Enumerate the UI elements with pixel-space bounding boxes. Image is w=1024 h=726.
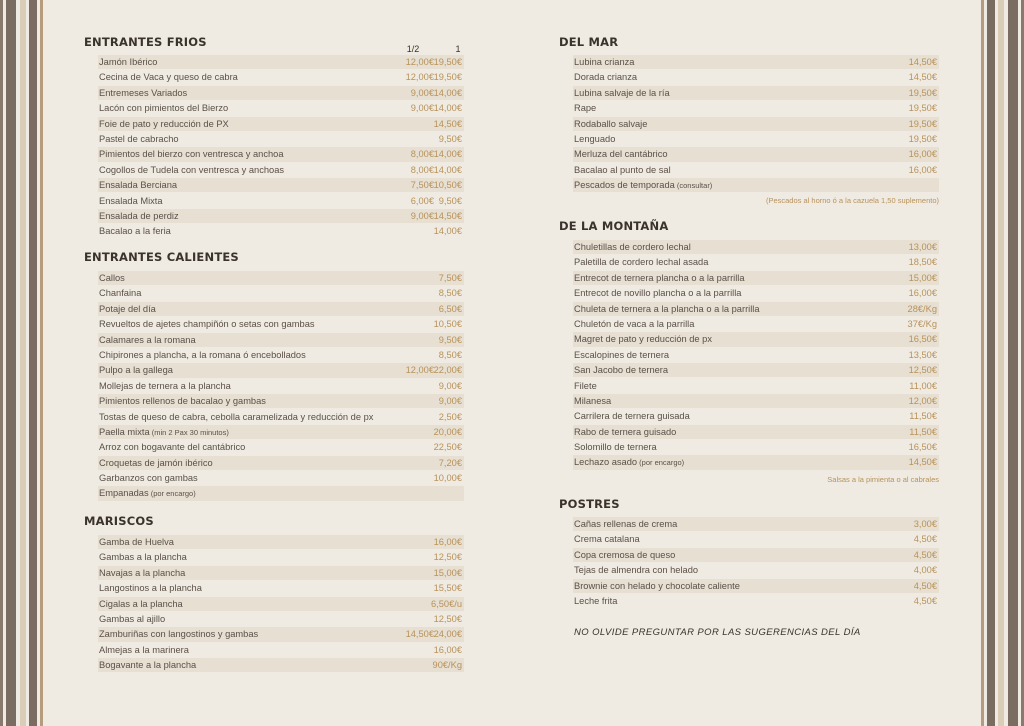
dish-price: 14,50€ — [908, 72, 937, 83]
dish-name: Cogollos de Tudela con ventresca y anchoas — [99, 164, 285, 175]
menu-item — [573, 286, 939, 300]
dish-name: Paletilla de cordero lechal asada — [574, 257, 709, 268]
dish-price: 19,50€ — [908, 87, 937, 98]
dish-name: Lubina crianza — [574, 57, 635, 67]
daily-suggestions-note: NO OLVIDE PREGUNTAR POR LAS SUGERENCIAS DEL DÍA — [574, 627, 861, 638]
dish-price: 7,50€ — [438, 273, 462, 283]
menu-item — [573, 548, 939, 562]
dish-price: 22,50€ — [433, 442, 462, 453]
dish-list — [573, 517, 939, 609]
dish-name: Pimientos del bierzo con ventresca y anchoa — [99, 149, 284, 160]
menu-item — [573, 532, 939, 546]
dish-name: Bogavante a la plancha — [99, 660, 197, 671]
dish-price: 20,00€ — [433, 426, 462, 437]
dish-price: 11,00€ — [909, 380, 937, 391]
dish-name: Brownie con helado y chocolate caliente — [574, 580, 740, 591]
dish-price: 16,00€ — [908, 288, 937, 299]
menu-item — [573, 594, 939, 608]
menu-item — [573, 563, 939, 577]
menu-item — [98, 379, 464, 393]
dish-price: 16,50€ — [908, 334, 937, 345]
menu-item — [573, 178, 939, 192]
dish-price: 14,00€ — [433, 103, 462, 114]
dish-name: Cecina de Vaca y queso de cabra — [99, 72, 238, 83]
menu-item — [98, 286, 464, 300]
dish-name: Filete — [574, 380, 597, 391]
dish-price: 13,00€ — [908, 242, 937, 252]
dish-name: Foie de pato y reducción de PX — [99, 118, 229, 129]
half-portion-price: 8,00€ — [410, 149, 434, 160]
dish-name: Copa cremosa de queso — [574, 549, 676, 560]
half-portion-price: 9,00€ — [410, 87, 434, 98]
dish-price: 9,00€ — [438, 396, 462, 407]
dish-name: Garbanzos con gambas — [99, 473, 198, 484]
menu-item — [573, 132, 939, 146]
dish-price: 2,50€ — [438, 411, 462, 422]
dish-price: 15,50€ — [433, 583, 462, 594]
section-title: MARISCOS — [84, 514, 154, 528]
dish-price: 4,50€ — [913, 549, 937, 560]
dish-price: 4,00€ — [913, 565, 937, 576]
half-portion-price: 12,00€ — [405, 57, 434, 67]
menu-item — [573, 101, 939, 115]
dish-list — [98, 55, 464, 240]
menu-item — [98, 317, 464, 331]
dish-price: 19,50€ — [908, 103, 937, 114]
del-mar-footnote: (Pescados al horno ó a la cazuela 1,50 suplemento) — [765, 196, 939, 205]
dish-name: Entrecot de ternera plancha o a la parrilla — [574, 272, 745, 283]
menu-item — [573, 302, 939, 316]
dish-name — [99, 486, 196, 501]
menu-item — [98, 627, 464, 641]
menu-item — [98, 224, 464, 238]
dish-price: 14,50€ — [433, 210, 462, 221]
dish-price: 8,50€ — [438, 349, 462, 360]
dish-name: Chuleta de ternera a la plancha o a la parrilla — [574, 303, 760, 314]
dish-name: Lacón con pimientos del Bierzo — [99, 103, 229, 114]
section-title: ENTRANTES FRIOS — [84, 35, 207, 49]
section-del-mar — [559, 34, 939, 205]
dish-note: (min 2 Pax 30 minutos) — [149, 427, 229, 437]
dish-price: 16,00€ — [908, 149, 937, 160]
full-portion-header: 1 — [455, 44, 461, 54]
dish-name-text: Paella mixta — [99, 426, 150, 437]
stripe — [6, 0, 16, 726]
dish-name: Pastel de cabracho — [99, 133, 179, 144]
stripe — [987, 0, 995, 726]
dish-name: Rape — [574, 103, 597, 114]
dish-price: 4,50€ — [913, 595, 937, 606]
menu-item — [98, 55, 464, 69]
menu-item — [573, 348, 939, 362]
dish-name: Chuletón de vaca a la parrilla — [574, 318, 695, 329]
dish-price: 9,00€ — [438, 380, 462, 391]
menu-item — [98, 363, 464, 377]
section-entrantes-frios — [84, 34, 464, 237]
dish-name: Entrecot de novillo plancha o a la parrilla — [574, 288, 742, 299]
stripe — [29, 0, 37, 726]
dish-name: Chuletillas de cordero lechal — [574, 242, 691, 252]
half-portion-header: 1/2 — [406, 44, 420, 54]
half-portion-price: 9,00€ — [410, 103, 434, 114]
dish-price: 10,50€ — [433, 319, 462, 330]
dish-name: Leche frita — [574, 595, 618, 606]
dish-name: Cigalas a la plancha — [99, 598, 183, 609]
stripe — [40, 0, 43, 726]
dish-name: Gamba de Huelva — [99, 537, 174, 547]
dish-name: Bacalao al punto de sal — [574, 164, 671, 175]
menu-item — [573, 379, 939, 393]
dish-note: (por encargo) — [148, 489, 196, 499]
menu-item — [98, 163, 464, 177]
dish-name: Pimientos rellenos de bacalao y gambas — [99, 396, 266, 407]
dish-price: 22,00€ — [433, 365, 462, 376]
dish-name: Chipirones a plancha, a la romana ó encebollados — [99, 349, 306, 360]
menu-item — [573, 409, 939, 423]
menu-item — [573, 363, 939, 377]
dish-price: 37€/Kg — [907, 318, 937, 329]
dish-price: 4,50€ — [913, 580, 937, 591]
dish-price: 6,50€ — [438, 303, 462, 314]
stripe — [981, 0, 984, 726]
stripe — [1008, 0, 1018, 726]
dish-price: 12,50€ — [433, 552, 462, 563]
menu-item — [98, 70, 464, 84]
half-portion-price: 9,00€ — [410, 210, 434, 221]
dish-name: Ensalada de perdiz — [99, 210, 179, 221]
dish-name: Rabo de ternera guisado — [574, 426, 677, 437]
dish-name: Arroz con bogavante del cantábrico — [99, 442, 246, 453]
menu-item — [98, 410, 464, 424]
menu-item — [98, 456, 464, 470]
dish-price: 15,00€ — [908, 272, 937, 283]
menu-item — [98, 147, 464, 161]
menu-item — [98, 566, 464, 580]
menu-item — [573, 255, 939, 269]
dish-name: Lubina salvaje de la ría — [574, 87, 670, 98]
menu-item — [98, 486, 464, 500]
dish-name: Mollejas de ternera a la plancha — [99, 380, 231, 391]
dish-name: Magret de pato y reducción de px — [574, 334, 712, 345]
menu-item — [98, 394, 464, 408]
dish-name: Gambas al ajillo — [99, 613, 166, 624]
dish-price: 28€/Kg — [907, 303, 937, 314]
menu-item — [98, 348, 464, 362]
dish-name: Revueltos de ajetes champiñón o setas con gambas — [99, 319, 315, 330]
dish-name: Calamares a la romana — [99, 334, 196, 345]
dish-name: Milanesa — [574, 395, 612, 406]
dish-price: 19,50€ — [433, 72, 462, 83]
dish-price: 19,50€ — [908, 118, 937, 129]
dish-name: Gambas a la plancha — [99, 552, 187, 563]
dish-name: Callos — [99, 273, 125, 283]
dish-name-text: Lechazo asado — [574, 457, 638, 468]
dish-price: 9,50€ — [438, 195, 462, 206]
menu-item — [573, 240, 939, 254]
half-portion-price: 8,00€ — [410, 164, 434, 175]
dish-price: 9,50€ — [438, 133, 462, 144]
section-mariscos — [84, 513, 464, 671]
half-portion-price: 14,50€ — [405, 629, 434, 640]
menu-item — [573, 317, 939, 331]
dish-price: 14,00€ — [433, 164, 462, 175]
dish-price: 19,50€ — [433, 57, 462, 67]
dish-name: Ensalada Berciana — [99, 180, 178, 191]
menu-item — [98, 471, 464, 485]
dish-price: 9,50€ — [438, 334, 462, 345]
dish-price: 14,00€ — [433, 226, 462, 237]
dish-name: Merluza del cantábrico — [574, 149, 668, 160]
dish-name: Almejas a la marinera — [99, 644, 189, 655]
dish-name: Pulpo a la gallega — [99, 365, 173, 376]
half-portion-price: 12,00€ — [405, 72, 434, 83]
dish-price: 13,50€ — [908, 349, 937, 360]
menu-item — [98, 658, 464, 672]
dish-name: San Jacobo de ternera — [574, 365, 669, 376]
dish-price: 10,00€ — [433, 473, 462, 484]
menu-item — [573, 517, 939, 531]
dish-name — [574, 178, 712, 193]
menu-item — [573, 440, 939, 454]
dish-list — [573, 55, 939, 194]
dish-price: 12,50€ — [433, 613, 462, 624]
dish-name: Navajas a la plancha — [99, 567, 186, 578]
dish-list — [573, 240, 939, 471]
dish-name: Langostinos a la plancha — [99, 583, 202, 594]
menu-item — [98, 194, 464, 208]
section-postres — [559, 496, 939, 606]
menu-item — [98, 132, 464, 146]
menu-item — [98, 440, 464, 454]
section-entrantes-calientes — [84, 249, 464, 499]
stripe — [998, 0, 1004, 726]
dish-price: 11,50€ — [909, 411, 937, 422]
dish-name: Entremeses Variados — [99, 87, 188, 98]
menu-item — [573, 117, 939, 131]
dish-price: 14,50€ — [908, 457, 937, 468]
dish-name: Rodaballo salvaje — [574, 118, 648, 129]
dish-name: Escalopines de ternera — [574, 349, 670, 360]
dish-price: 18,50€ — [908, 257, 937, 268]
menu-item — [98, 271, 464, 285]
menu-item — [573, 147, 939, 161]
dish-name: Ensalada Mixta — [99, 195, 163, 206]
dish-note: (consultar) — [674, 181, 713, 191]
section-title: DEL MAR — [559, 35, 619, 49]
menu-item — [98, 302, 464, 316]
menu-item — [98, 333, 464, 347]
menu-item — [98, 86, 464, 100]
menu-item — [98, 178, 464, 192]
dish-name — [99, 425, 229, 440]
dish-name: Tejas de almendra con helado — [574, 565, 699, 576]
dish-price: 16,00€ — [433, 537, 462, 547]
menu-item — [98, 209, 464, 223]
dish-list — [98, 271, 464, 502]
dish-price: 24,00€ — [433, 629, 462, 640]
dish-price: 12,00€ — [908, 395, 937, 406]
menu-item — [98, 612, 464, 626]
dish-price: 16,50€ — [908, 442, 937, 453]
menu-item — [573, 55, 939, 69]
menu-item — [573, 579, 939, 593]
dish-price: 4,50€ — [913, 534, 937, 545]
menu-item — [98, 425, 464, 439]
dish-name-text: Empanadas — [99, 488, 149, 499]
half-portion-price: 6,00€ — [410, 195, 434, 206]
dish-name: Crema catalana — [574, 534, 640, 545]
menu-item — [98, 643, 464, 657]
menu-item — [573, 70, 939, 84]
dish-price: 12,50€ — [908, 365, 937, 376]
half-portion-price: 12,00€ — [405, 365, 434, 376]
section-title: POSTRES — [559, 497, 620, 511]
dish-price: 7,20€ — [438, 457, 462, 468]
dish-name: Zamburiñas con langostinos y gambas — [99, 629, 259, 640]
menu-item — [98, 581, 464, 595]
dish-price: 14,00€ — [433, 87, 462, 98]
sauces-footnote: Salsas a la pimienta o al cabrales — [827, 475, 939, 484]
dish-price: 11,50€ — [909, 426, 937, 437]
menu-item — [573, 425, 939, 439]
dish-name: Lenguado — [574, 133, 616, 144]
dish-name: Tostas de queso de cabra, cebolla caramelizada y reducción de px — [99, 411, 374, 422]
dish-name — [574, 455, 684, 470]
menu-item — [98, 117, 464, 131]
dish-name: Carrilera de ternera guisada — [574, 411, 690, 422]
menu-item — [573, 332, 939, 346]
dish-price: 10,50€ — [433, 180, 462, 191]
dish-name: Dorada crianza — [574, 72, 638, 83]
dish-name: Bacalao a la feria — [99, 226, 171, 237]
menu-item — [573, 394, 939, 408]
dish-price: 19,50€ — [908, 133, 937, 144]
dish-price: 90€/Kg — [432, 660, 462, 671]
right-border-stripes — [979, 0, 1024, 726]
dish-name: Cañas rellenas de crema — [574, 519, 678, 529]
dish-note: (por encargo) — [637, 458, 685, 468]
dish-price: 16,00€ — [908, 164, 937, 175]
dish-price: 14,00€ — [433, 149, 462, 160]
dish-price: 8,50€ — [438, 288, 462, 299]
menu-item — [573, 86, 939, 100]
stripe — [0, 0, 3, 726]
dish-price: 14,50€ — [433, 118, 462, 129]
half-portion-price: 7,50€ — [410, 180, 434, 191]
dish-name: Chanfaina — [99, 288, 142, 299]
dish-list — [98, 535, 464, 674]
dish-name: Jamón Ibérico — [99, 57, 158, 67]
section-title: DE LA MONTAÑA — [559, 219, 669, 233]
left-border-stripes — [0, 0, 45, 726]
dish-name: Croquetas de jamón ibérico — [99, 457, 213, 468]
dish-price: 3,00€ — [913, 519, 937, 529]
menu-item — [573, 163, 939, 177]
stripe — [20, 0, 26, 726]
dish-price: 15,00€ — [433, 567, 462, 578]
menu-item — [98, 101, 464, 115]
menu-item — [573, 455, 939, 469]
menu-item — [98, 535, 464, 549]
menu-item — [573, 271, 939, 285]
dish-name: Solomillo de ternera — [574, 442, 657, 453]
menu-item — [98, 550, 464, 564]
dish-price: 14,50€ — [908, 57, 937, 67]
section-title: ENTRANTES CALIENTES — [84, 250, 239, 264]
dish-name-text: Pescados de temporada — [574, 180, 675, 191]
dish-price: 6,50€/u — [430, 598, 462, 609]
dish-price: 16,00€ — [433, 644, 462, 655]
dish-name: Potaje del día — [99, 303, 156, 314]
section-de-la-montana — [559, 218, 939, 484]
menu-item — [98, 597, 464, 611]
column-headers — [84, 44, 464, 55]
